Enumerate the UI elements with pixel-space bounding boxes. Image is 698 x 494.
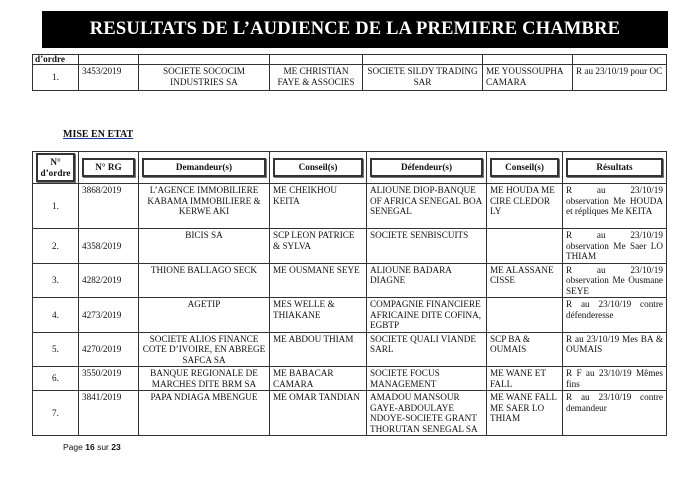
cell-resultat: R au 23/10/19 pour OC bbox=[573, 65, 667, 91]
page-banner bbox=[42, 11, 668, 48]
table-row bbox=[33, 65, 667, 91]
footer-prefix: Page bbox=[63, 442, 83, 452]
cell-resultat: R au 23/10/19 observation Me Saer LO THIAM bbox=[563, 229, 667, 264]
cell-demandeur: SOCIETE SOCOCIM INDUSTRIES SA bbox=[139, 65, 270, 91]
cell-num: 2. bbox=[33, 229, 79, 264]
cell-rg: 4282/2019 bbox=[79, 263, 139, 298]
table-row bbox=[33, 298, 667, 333]
footer-page-number: 16 bbox=[85, 442, 95, 452]
header-conseil: Conseil(s) bbox=[270, 152, 367, 184]
cell-rg: 3550/2019 bbox=[79, 367, 139, 391]
cell-resultat: R au 23/10/19 observation Me Ousmane SEYE bbox=[563, 263, 667, 298]
cell-num: 7. bbox=[33, 391, 79, 436]
cell-conseil: ME WANE ET FALL bbox=[487, 367, 563, 391]
table-row bbox=[33, 332, 667, 367]
cell-conseil: ME ABDOU THIAM bbox=[270, 332, 367, 367]
banner-title: RESULTATS DE L’AUDIENCE DE LA PREMIERE CHAMBRE bbox=[89, 19, 621, 39]
cell-conseil: SCP LEON PATRICE & SYLVA bbox=[270, 229, 367, 264]
cell-conseil: ME CHEIKHOU KEITA bbox=[270, 184, 367, 229]
cell-demandeur: THIONE BALLAGO SECK bbox=[139, 263, 270, 298]
cell-conseil: ME OUSMANE SEYE bbox=[270, 263, 367, 298]
cell-demandeur: AGETIP bbox=[139, 298, 270, 333]
cell-num: 1. bbox=[33, 65, 79, 91]
cell-resultat: R au 23/10/19 contre demandeur bbox=[563, 391, 667, 436]
table-row bbox=[33, 263, 667, 298]
cell-demandeur: L’AGENCE IMMOBILIERE KABAMA IMMOBILIERE & KERWE AKI bbox=[139, 184, 270, 229]
cell-demandeur: PAPA NDIAGA MBENGUE bbox=[139, 391, 270, 436]
cell-num: 6. bbox=[33, 367, 79, 391]
cell-rg: 3868/2019 bbox=[79, 184, 139, 229]
table-header-row bbox=[33, 152, 667, 184]
cell-demandeur: BANQUE REGIONALE DE MARCHES DITE BRM SA bbox=[139, 367, 270, 391]
cell-num: 5. bbox=[33, 332, 79, 367]
cell-conseil: ME YOUSSOUPHA CAMARA bbox=[483, 65, 573, 91]
cell-conseil: MES WELLE & THIAKANE bbox=[270, 298, 367, 333]
footer-sep: sur bbox=[97, 442, 109, 452]
cell-defendeur: ALIOUNE DIOP-BANQUE OF AFRICA SENEGAL BOA SENEGAL bbox=[367, 184, 487, 229]
cell-rg: 4358/2019 bbox=[79, 229, 139, 264]
cell-rg: 4270/2019 bbox=[79, 332, 139, 367]
cell-conseil: ME HOUDA ME CIRE CLEDOR LY bbox=[487, 184, 563, 229]
cell-defendeur: SOCIETE FOCUS MANAGEMENT bbox=[367, 367, 487, 391]
cell-rg: 4273/2019 bbox=[79, 298, 139, 333]
cell-num: 3. bbox=[33, 263, 79, 298]
page-footer bbox=[63, 442, 121, 452]
table-row bbox=[33, 391, 667, 436]
cell-conseil: ME BABACAR CAMARA bbox=[270, 367, 367, 391]
cell-rg: 3453/2019 bbox=[79, 65, 139, 91]
cell-resultat: R au 23/10/19 Mes BA & OUMAIS bbox=[563, 332, 667, 367]
cell-defendeur: SOCIETE QUALI VIANDE SARL bbox=[367, 332, 487, 367]
cell-conseil bbox=[487, 298, 563, 333]
cell-defendeur: SOCIETE SENBISCUITS bbox=[367, 229, 487, 264]
cell-defendeur: SOCIETE SILDY TRADING SAR bbox=[363, 65, 483, 91]
top-table-header-row bbox=[33, 55, 667, 65]
header-resultats: Résultats bbox=[563, 152, 667, 184]
section-title: MISE EN ETAT bbox=[63, 129, 134, 140]
cell-conseil: ME OMAR TANDIAN bbox=[270, 391, 367, 436]
header-conseil-2: Conseil(s) bbox=[487, 152, 563, 184]
table-row bbox=[33, 367, 667, 391]
cell-conseil bbox=[487, 229, 563, 264]
cell-conseil: SCP BA & OUMAIS bbox=[487, 332, 563, 367]
cell-num: 4. bbox=[33, 298, 79, 333]
header-demandeur: Demandeur(s) bbox=[139, 152, 270, 184]
table-row bbox=[33, 184, 667, 229]
header-rg: N° RG bbox=[79, 152, 139, 184]
cell-rg: 3841/2019 bbox=[79, 391, 139, 436]
table-row bbox=[33, 229, 667, 264]
top-results-table bbox=[32, 54, 667, 91]
footer-page-total: 23 bbox=[111, 442, 121, 452]
header-num: N° d’ordre bbox=[33, 152, 79, 184]
cell-demandeur: SOCIETE ALIOS FINANCE COTE D’IVOIRE, EN ABREGE SAFCA SA bbox=[139, 332, 270, 367]
cell-resultat: R F au 23/10/19 Mêmes fins bbox=[563, 367, 667, 391]
cell-defendeur: COMPAGNIE FINANCIERE AFRICAINE DITE COFINA, EGBTP bbox=[367, 298, 487, 333]
cell-defendeur: AMADOU MANSOUR GAYE-ABDOULAYE NDOYE-SOCIETE GRANT THORUTAN SENEGAL SA bbox=[367, 391, 487, 436]
cell-resultat: R au 23/10/19 contre défenderesse bbox=[563, 298, 667, 333]
cell-resultat: R au 23/10/19 observation Me HOUDA et répliques Me KEITA bbox=[563, 184, 667, 229]
top-table-header-ordre: d’ordre bbox=[33, 55, 79, 65]
cell-demandeur: BICIS SA bbox=[139, 229, 270, 264]
cell-conseil: ME CHRISTIAN FAYE & ASSOCIES bbox=[270, 65, 363, 91]
header-defendeur: Défendeur(s) bbox=[367, 152, 487, 184]
cell-num: 1. bbox=[33, 184, 79, 229]
cell-conseil: ME WANE FALL ME SAER LO THIAM bbox=[487, 391, 563, 436]
cell-defendeur: ALIOUNE BADARA DIAGNE bbox=[367, 263, 487, 298]
mise-en-etat-table bbox=[32, 151, 667, 436]
cell-conseil: ME ALASSANE CISSE bbox=[487, 263, 563, 298]
